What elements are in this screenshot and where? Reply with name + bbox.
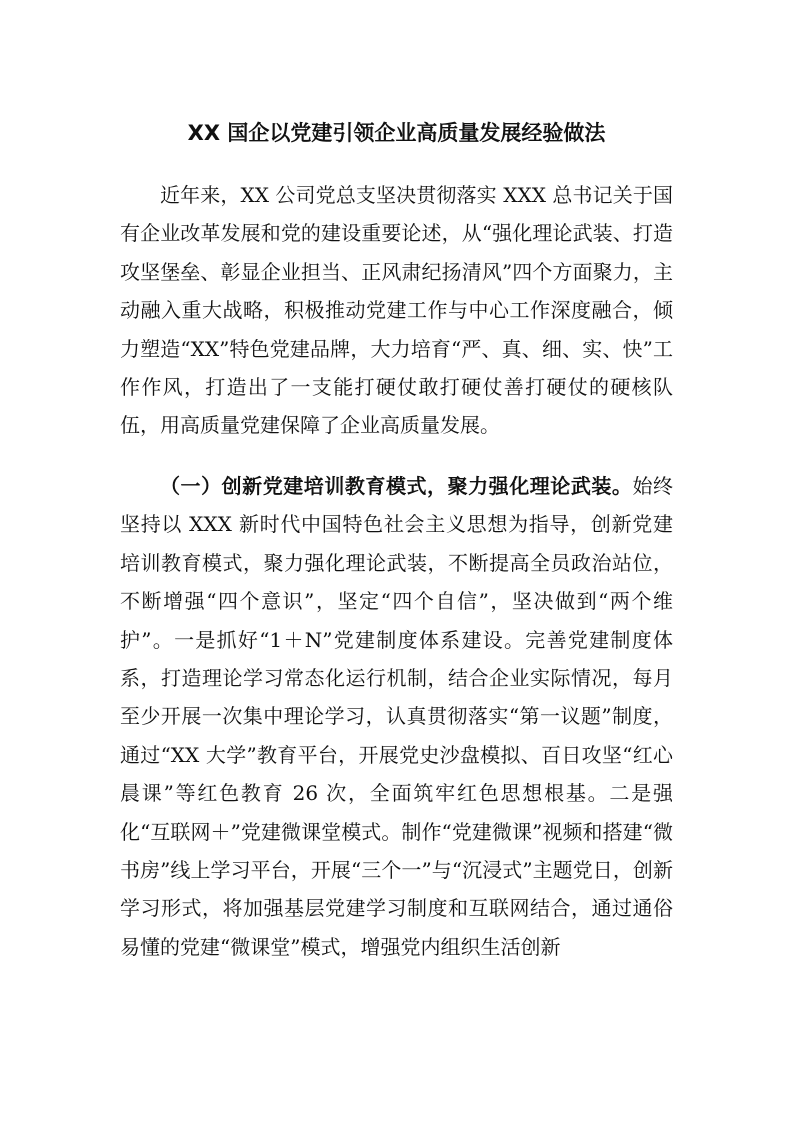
paragraph-intro-text: 近年来，XX 公司党总支坚决贯彻落实 XXX 总书记关于国有企业改革发展和党的建设重要论述，从“强化理论武装、打造攻坚堡垒、彰显企业担当、正风肃纪扬清风”四个方面聚力，主动融入重大战略，积极推动党建工作与中心工作深度融合，倾力塑造“XX”特色党建品牌，大力培育“严、真、细、实、快”工作作风，打造出了一支能打硬仗敢打硬仗善打硬仗的硬核队伍，用高质量党建保障了企业高质量发展。 xyxy=(120,183,673,438)
paragraph-intro xyxy=(120,176,673,445)
section-1-body: 始终坚持以 XXX 新时代中国特色社会主义思想为指导，创新党建培训教育模式，聚力强化理论武装，不断提高全员政治站位，不断增强“四个意识”，坚定“四个自信”，坚决做到“两个维护”。一是抓好“1＋N”党建制度体系建设。完善党建制度体系，打造理论学习常态化运行机制，结合企业实际情况，每月至少开展一次集中理论学习，认真贯彻落实“第一议题”制度，通过“XX 大学”教育平台，开展党史沙盘模拟、百日攻坚“红心晨课”等红色教育 26 次，全面筑牢红色思想根基。二是强化“互联网＋”党建微课堂模式。制作“党建微课”视频和搭建“微书房”线上学习平台，开展“三个一”与“沉浸式”主题党日，创新学习形式，将加强基层党建学习制度和互联网结合，通过通俗易懂的党建“微课堂”模式，增强党内组织生活创新 xyxy=(120,474,674,959)
section-1-heading: （一）创新党建培训教育模式，聚力强化理论武装。 xyxy=(160,474,633,498)
paragraph-section-1 xyxy=(120,467,673,966)
document-title: XX 国企以党建引领企业高质量发展经验做法 xyxy=(187,121,606,145)
